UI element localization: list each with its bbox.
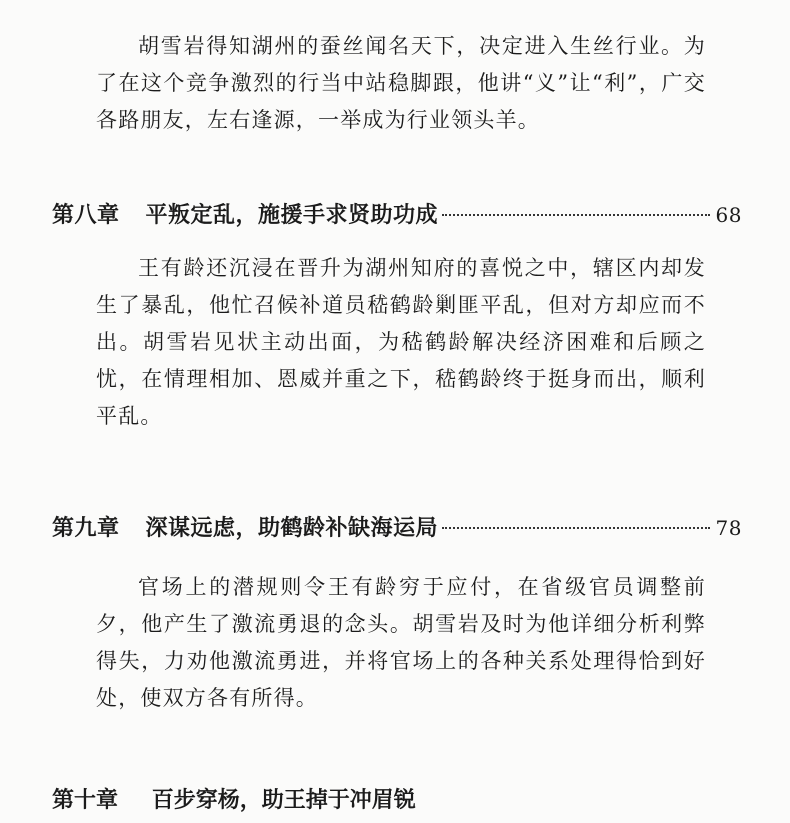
chapter-9-title: 深谋远虑，助鹤龄补缺海运局 bbox=[145, 516, 439, 541]
chapter-8-number: 第八章 bbox=[52, 203, 120, 228]
chapter-8-toc-entry bbox=[52, 198, 742, 238]
chapter-9-summary: 官场上的潜规则令王有龄穷于应付，在省级官员调整前夕，他产生了激流勇退的念头。胡雪岩及时为他详细分析利弊得失，力劝他激流勇进，并将官场上的各种关系处理得恰到好处，使双方各有所得。 bbox=[96, 575, 706, 710]
chapter-8-summary: 王有龄还沉浸在晋升为湖州知府的喜悦之中，辖区内却发生了暴乱，他忙召候补道员嵇鹤龄剿匪平乱，但对方却应而不出。胡雪岩见状主动出面，为嵇鹤龄解决经济困难和后顾之忧，在情理相加、恩威并重之下，嵇鹤龄终于挺身而出，顺利平乱。 bbox=[96, 256, 706, 428]
dot-leader bbox=[442, 214, 710, 216]
intro-paragraph: 胡雪岩得知湖州的蚕丝闻名天下，决定进入生丝行业。为了在这个竞争激烈的行当中站稳脚跟，他讲“义”让“利”，广交各路朋友，左右逢源，一举成为行业领头羊。 bbox=[96, 34, 706, 132]
chapter-10-toc-entry-cropped bbox=[52, 783, 416, 823]
dot-leader bbox=[442, 527, 710, 529]
chapter-8-page-number: 68 bbox=[715, 203, 742, 227]
chapter-8-title: 平叛定乱，施援手求贤助功成 bbox=[145, 203, 439, 228]
chapter-9-toc-entry bbox=[52, 511, 742, 551]
chapter-10-title: 百步穿杨，助王掉于冲眉锐 bbox=[151, 788, 416, 813]
chapter-9-number: 第九章 bbox=[52, 516, 120, 541]
chapter-9-page-number: 78 bbox=[715, 516, 742, 540]
chapter-10-number: 第十章 bbox=[52, 788, 119, 813]
